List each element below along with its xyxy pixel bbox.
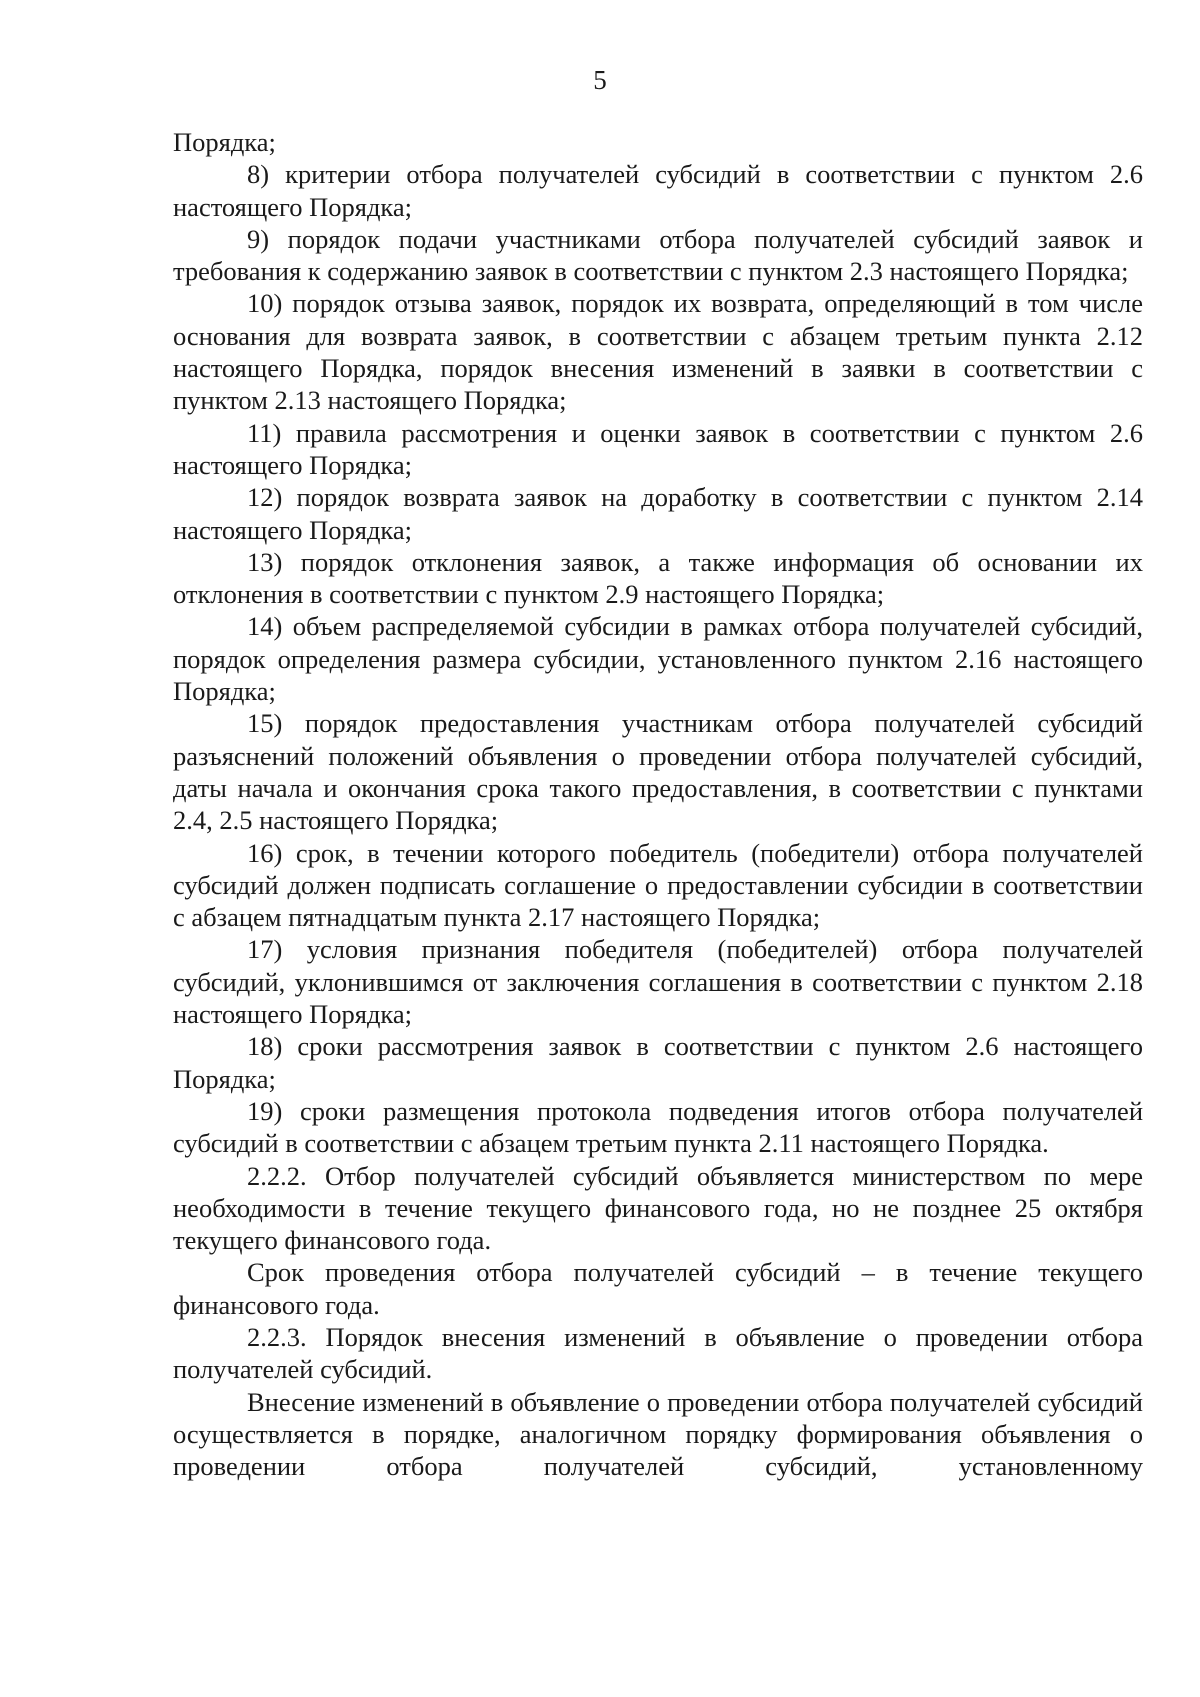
- document-body: [173, 126, 1143, 1482]
- list-item-11: 11) правила рассмотрения и оценки заявок в соответствии с пунктом 2.6 настоящего Порядка;: [173, 417, 1143, 480]
- page-number: 5: [593, 65, 607, 95]
- section-2-2-2-term: Срок проведения отбора получателей субсидий – в течение текущего финансового года.: [173, 1257, 1143, 1320]
- list-item-16: 16) срок, в течении которого победитель (победители) отбора получателей субсидий должен подписать соглашение о предоставлении субсидии в соответствии с абзацем пятнадцатым пункта 2.17 настоящего Порядка;: [173, 837, 1143, 933]
- section-2-2-3-body: Внесение изменений в объявление о проведении отбора получателей субсидий осуществляется в порядке, аналогичном порядку формирования объявления о проведении отбора получателей субсидий, установленному: [173, 1386, 1143, 1482]
- list-item-19: 19) сроки размещения протокола подведения итогов отбора получателей субсидий в соответствии с абзацем третьим пункта 2.11 настоящего Порядка.: [173, 1095, 1143, 1159]
- list-item-9: 9) порядок подачи участниками отбора получателей субсидий заявок и требования к содержанию заявок в соответствии с пунктом 2.3 настоящего Порядка;: [173, 223, 1143, 287]
- list-item-18: 18) сроки рассмотрения заявок в соответствии с пунктом 2.6 настоящего Порядка;: [173, 1031, 1143, 1094]
- list-item-12: 12) порядок возврата заявок на доработку в соответствии с пунктом 2.14 настоящего Порядка;: [173, 482, 1143, 545]
- list-item-17: 17) условия признания победителя (победителей) отбора получателей субсидий, уклонившимся от заключения соглашения в соответствии с пунктом 2.18 настоящего Порядка;: [173, 934, 1143, 1030]
- list-item-13: 13) порядок отклонения заявок, а также информация об основании их отклонения в соответствии с пунктом 2.9 настоящего Порядка;: [173, 546, 1143, 610]
- list-item-15: 15) порядок предоставления участникам отбора получателей субсидий разъяснений положений объявления о проведении отбора получателей субсидий, даты начала и окончания срока такого предоставления, в соответствии с пунктами 2.4, 2.5 настоящего Порядка;: [173, 708, 1143, 836]
- section-2-2-3: 2.2.3. Порядок внесения изменений в объявление о проведении отбора получателей субсидий.: [173, 1321, 1143, 1385]
- section-2-2-2: 2.2.2. Отбор получателей субсидий объявляется министерством по мере необходимости в течение текущего финансового года, но не позднее 25 октября текущего финансового года.: [173, 1160, 1143, 1256]
- list-item-8: 8) критерии отбора получателей субсидий в соответствии с пунктом 2.6 настоящего Порядка;: [173, 159, 1143, 222]
- list-item-10: 10) порядок отзыва заявок, порядок их возврата, определяющий в том числе основания для возврата заявок, в соответствии с абзацем третьим пункта 2.12 настоящего Порядка, порядок внесения изменений в заявки в соответствии с пунктом 2.13 настоящего Порядка;: [173, 288, 1143, 416]
- paragraph-continuation: Порядка;: [173, 127, 276, 157]
- list-item-14: 14) объем распределяемой субсидии в рамках отбора получателей субсидий, порядок определения размера субсидии, установленного пунктом 2.16 настоящего Порядка;: [173, 611, 1143, 707]
